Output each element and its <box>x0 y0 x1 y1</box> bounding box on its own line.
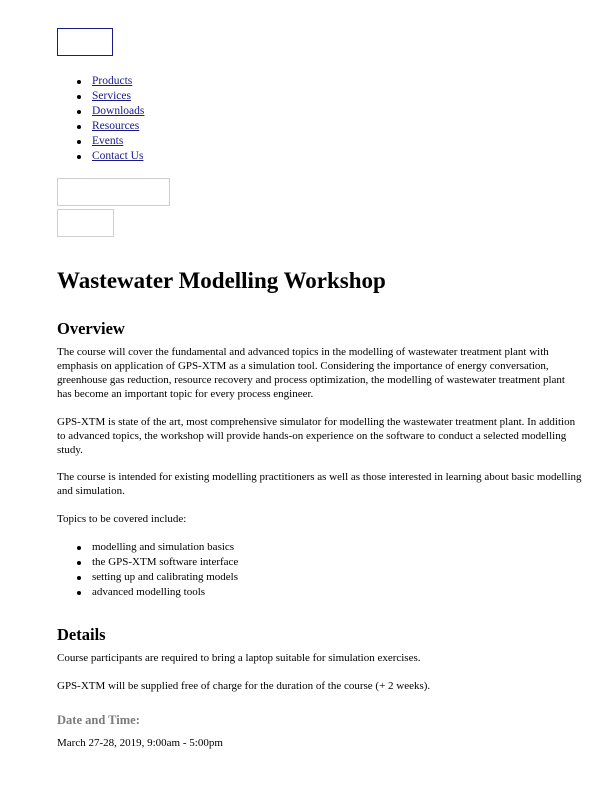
nav-item-resources <box>57 119 144 134</box>
overview-paragraph-3: The course is intended for existing modelling practitioners as well as those interested in learning about basic modelling and simulation. <box>57 471 582 497</box>
list-item: advanced modelling tools <box>57 585 238 600</box>
overview-paragraph-1: The course will cover the fundamental and advanced topics in the modelling of wastewater treatment plant with emphasis on application of GPS-XTM as a simulation tool. Considering the importance of energy conversation, greenhouse gas reduction, resource recovery and process optimization, the modelling of wastewater treatment plant has become an important topic for every process engineer. <box>57 346 565 400</box>
site-logo[interactable] <box>57 28 113 56</box>
nav-item-services <box>57 89 144 104</box>
nav-link-downloads[interactable]: Downloads <box>92 105 145 117</box>
nav-link-events[interactable]: Events <box>92 135 124 147</box>
main-nav <box>57 74 144 164</box>
list-item: setting up and calibrating models <box>57 570 238 585</box>
nav-link-contact-us[interactable]: Contact Us <box>92 150 144 162</box>
overview-heading: Overview <box>57 319 125 338</box>
details-paragraph-1: Course participants are required to bring a laptop suitable for simulation exercises. <box>57 652 421 664</box>
details-heading: Details <box>57 625 106 644</box>
date-time-label: Date and Time: <box>57 713 140 727</box>
nav-item-downloads <box>57 104 144 119</box>
nav-item-events <box>57 134 144 149</box>
topics-list <box>57 540 238 600</box>
page-title: Wastewater Modelling Workshop <box>57 268 386 293</box>
list-item: the GPS-XTM software interface <box>57 555 238 570</box>
date-time-value: March 27-28, 2019, 9:00am - 5:00pm <box>57 737 223 749</box>
list-item: modelling and simulation basics <box>57 540 238 555</box>
nav-link-resources[interactable]: Resources <box>92 120 140 132</box>
overview-paragraph-2: GPS-XTM is state of the art, most comprehensive simulator for modelling the wastewater treatment plant. In addition to advanced topics, the workshop will provide hands-on experience on the software to conduct a selected modelling study. <box>57 416 576 456</box>
nav-item-products <box>57 74 144 89</box>
nav-link-products[interactable]: Products <box>92 75 133 87</box>
search-input[interactable] <box>57 178 170 206</box>
details-paragraph-2: GPS-XTM will be supplied free of charge for the duration of the course (+ 2 weeks). <box>57 680 431 692</box>
nav-item-contact-us <box>57 149 144 164</box>
topics-intro: Topics to be covered include: <box>57 513 187 525</box>
search-button[interactable] <box>57 209 114 237</box>
nav-link-services[interactable]: Services <box>92 90 131 102</box>
